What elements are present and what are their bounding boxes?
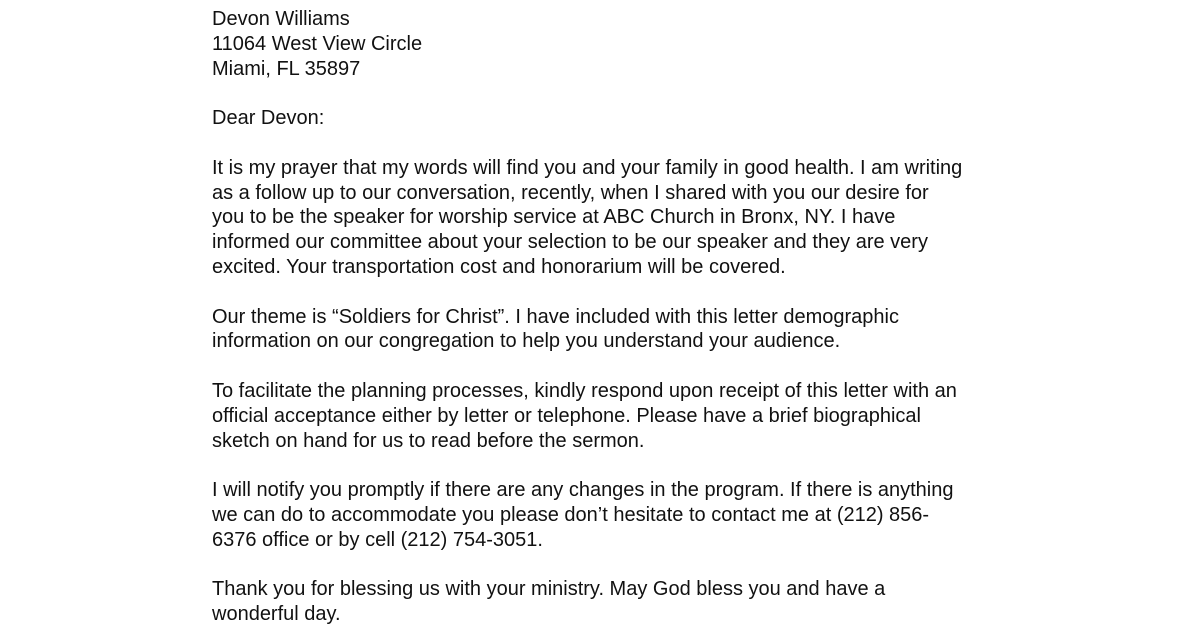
paragraph-acceptance-request: To facilitate the planning processes, kindly respond upon receipt of this letter with an official acceptance either by letter or telephone. Please have a brief biographical sketch on hand for us to read before the sermon. xyxy=(212,379,957,452)
letter-body xyxy=(212,7,1052,627)
recipient-name: Devon Williams xyxy=(212,8,350,30)
recipient-address xyxy=(212,7,1052,81)
salutation: Dear Devon: xyxy=(212,107,325,130)
paragraph-contact-info: I will notify you promptly if there are any changes in the program. If there is anything we can do to accommodate you please don’t hesitate to contact me at (212) 856- 6376 office or by cell (212) 754-3051. xyxy=(212,479,954,551)
paragraph-invitation: It is my prayer that my words will find you and your family in good health. I am writing as a follow up to our conversation, recently, when I shared with you our desire for you to be the speaker for worship service at ABC Church in Bronx, NY. I have informed our committee about your selection to be our speaker and they are very excited. Your transportation cost and honorarium will be covered. xyxy=(212,156,963,278)
recipient-city-state-zip: Miami, FL 35897 xyxy=(212,57,361,80)
paragraph-theme: Our theme is “Soldiers for Christ”. I have included with this letter demographic information on our congregation to help you understand your audience. xyxy=(212,305,899,353)
paragraph-closing: Thank you for blessing us with your ministry. May God bless you and have a wonderful day. xyxy=(212,578,886,626)
recipient-street: 11064 West View Circle xyxy=(212,32,423,55)
